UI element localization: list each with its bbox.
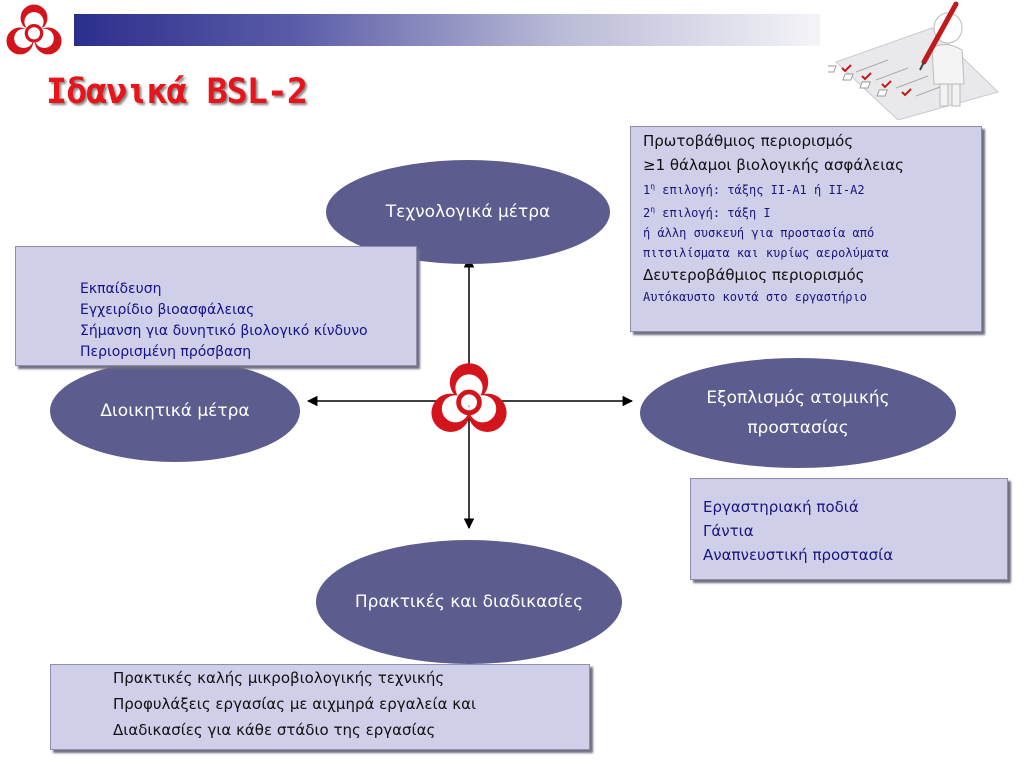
ellipse-administrative-label: Διοικητικά μέτρα [100,401,250,421]
ellipse-ppe [640,358,956,468]
technical-measures-box [630,126,982,332]
admin-item: Σήμανση για δυνητικό βιολογικό κίνδυνο [80,323,368,339]
practices-item: Προφυλάξεις εργασίας με αιχμηρά εργαλεία και [113,695,477,713]
ellipse-practices [316,540,622,664]
primary-containment-heading: Πρωτοβάθμιος περιορισμός [643,132,854,150]
ppe-item: Αναπνευστική προστασία [703,546,894,564]
ppe-box [690,478,1008,580]
practices-item: Διαδικασίες για κάθε στάδιο της εργασίας [113,721,436,739]
admin-item: Περιορισμένη πρόσβαση [80,344,252,360]
biosafety-cabinets-line: ≥1 θάλαμοι βιολογικής ασφάλειας [643,156,904,174]
page-title: Ιδανικά BSL-2 [46,72,307,112]
practices-item: Πρακτικές καλής μικροβιολογικής τεχνικής [113,669,445,687]
other-device-line: ή άλλη συσκευή για προστασία από [643,226,875,240]
ellipse-ppe-label-line2: προστασίας [747,418,849,438]
first-choice-line: $1^\eta$ επιλογή: τάξης ΙΙ-Α1 ή ΙΙ-Α2 [643,182,865,197]
biohazard-icon [424,360,514,440]
admin-item: Εγχειρίδιο βιοασφάλειας [80,302,255,318]
other-device-line: πιτσιλίσματα και κυρίως αερολύματα [643,246,889,260]
ellipse-technical-label: Τεχνολογικά μέτρα [385,202,551,222]
autoclave-line: Αυτόκαυστο κοντά στο εργαστήριο [643,290,867,304]
admin-item: Εκπαίδευση [80,281,162,297]
ellipse-administrative-measures [50,360,300,462]
ellipse-practices-label: Πρακτικές και διαδικασίες [354,592,584,612]
ellipse-ppe-label-line1: Εξοπλισμός ατομικής [706,388,890,408]
practices-box [50,664,590,750]
admin-measures-box [15,246,417,366]
second-choice-line: $2^\eta$ επιλογή: τάξη Ι [643,205,771,220]
secondary-containment-heading: Δευτεροβάθμιος περιορισμός [643,266,865,284]
ppe-item: Γάντια [703,522,754,540]
ppe-item: Εργαστηριακή ποδιά [703,498,859,516]
